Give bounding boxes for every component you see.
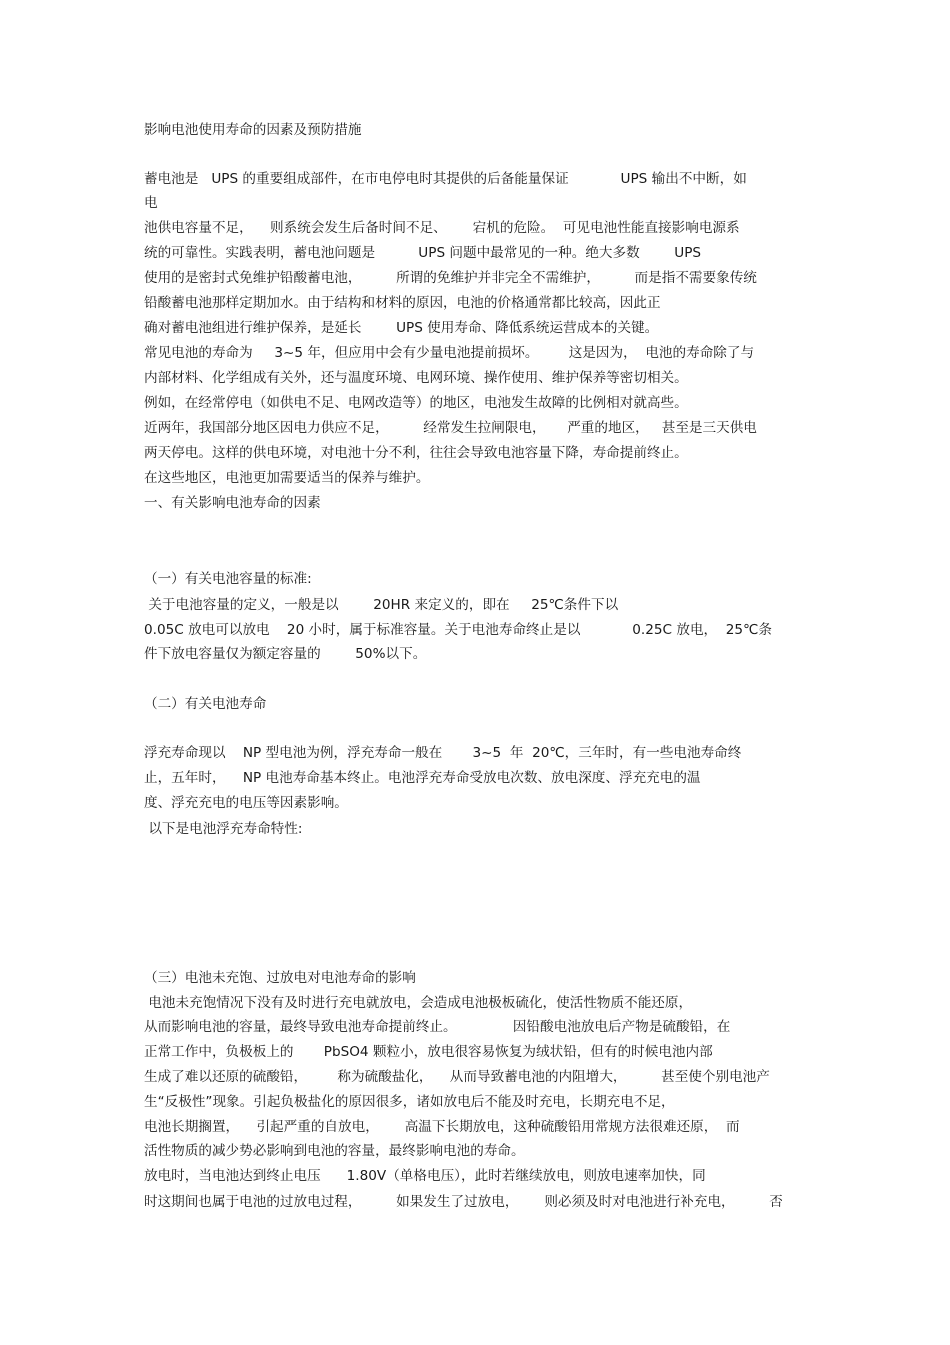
subsection-heading: （二）有关电池寿命: [144, 696, 267, 712]
text-line: 在这些地区，电池更加需要适当的保养与维护。: [144, 470, 430, 486]
text-line: 度、浮充充电的电压等因素影响。: [144, 795, 348, 811]
text-line: 生成了难以还原的硫酸铅， 称为硫酸盐化， 从而导致蓄电池的内阻增大， 甚至使个别电池产: [144, 1069, 770, 1085]
text-line: 常见电池的寿命为 3~5 年，但应用中会有少量电池提前损坏。 这是因为， 电池的寿命除了与: [144, 345, 755, 361]
text-line: 放电时，当电池达到终止电压 1.80V（单格电压），此时若继续放电，则放电速率加快，同: [144, 1168, 706, 1184]
document-title: 影响电池使用寿命的因素及预防措施: [144, 122, 362, 138]
subsection-heading: （三）电池未充饱、过放电对电池寿命的影响: [144, 970, 416, 986]
text-line: 使用的是密封式免维护铅酸蓄电池， 所谓的免维护并非完全不需维护， 而是指不需要象传统: [144, 270, 757, 286]
section-heading: 一、有关影响电池寿命的因素: [144, 495, 321, 511]
text-line: 近两年，我国部分地区因电力供应不足， 经常发生拉闸限电， 严重的地区， 甚至是三天供电: [144, 420, 757, 436]
text-line: 浮充寿命现以 NP 型电池为例，浮充寿命一般在 3~5 年 20℃，三年时，有一些电池寿命终: [144, 745, 742, 761]
text-line: 关于电池容量的定义，一般是以 20HR 来定义的，即在 25℃条件下以: [144, 597, 619, 613]
text-line: 例如，在经常停电（如供电不足、电网改造等）的地区，电池发生故障的比例相对就高些。: [144, 395, 688, 411]
text-line: 正常工作中，负极板上的 PbSO4 颗粒小，放电很容易恢复为绒状铅，但有的时候电池内部: [144, 1044, 713, 1060]
text-line: 活性物质的减少势必影响到电池的容量，最终影响电池的寿命。: [144, 1143, 525, 1159]
text-line: 以下是电池浮充寿命特性:: [144, 821, 303, 837]
text-line: 电池长期搁置， 引起严重的自放电， 高温下长期放电，这种硫酸铅用常规方法很难还原， 而: [144, 1119, 740, 1135]
text-line: 内部材料、化学组成有关外，还与温度环境、电网环境、操作使用、维护保养等密切相关。: [144, 370, 688, 386]
text-line: 确对蓄电池组进行维护保养，是延长 UPS 使用寿命、降低系统运营成本的关键。: [144, 320, 659, 336]
text-line: 电: [144, 195, 158, 211]
text-line: 0.05C 放电可以放电 20 小时，属于标准容量。关于电池寿命终止是以 0.25C 放电， 25℃条: [144, 622, 772, 638]
text-line: 铅酸蓄电池那样定期加水。由于结构和材料的原因，电池的价格通常都比较高，因此正: [144, 295, 661, 311]
text-line: 电池未充饱情况下没有及时进行充电就放电，会造成电池极板硫化，使活性物质不能还原，: [144, 995, 693, 1011]
text-line: 从而影响电池的容量，最终导致电池寿命提前终止。 因铅酸电池放电后产物是硫酸铅，在: [144, 1019, 731, 1035]
text-line: 时这期间也属于电池的过放电过程， 如果发生了过放电， 则必须及时对电池进行补充电， 否: [144, 1194, 783, 1210]
text-line: 两天停电。这样的供电环境，对电池十分不利，往往会导致电池容量下降，寿命提前终止。: [144, 445, 688, 461]
text-line: 池供电容量不足， 则系统会发生后备时间不足、 宕机的危险。 可见电池性能直接影响电源系: [144, 220, 740, 236]
text-line: 蓄电池是 UPS 的重要组成部件，在市电停电时其提供的后备能量保证 UPS 输出不中断，如: [144, 171, 747, 187]
subsection-heading: （一）有关电池容量的标准:: [144, 571, 312, 587]
text-line: 统的可靠性。实践表明，蓄电池问题是 UPS 问题中最常见的一种。绝大多数 UPS: [144, 245, 702, 261]
text-line: 生“反极性”现象。引起负极盐化的原因很多，诸如放电后不能及时充电，长期充电不足，: [144, 1094, 675, 1110]
text-line: 止，五年时， NP 电池寿命基本终止。电池浮充寿命受放电次数、放电深度、浮充充电的温: [144, 770, 701, 786]
text-line: 件下放电容量仅为额定容量的 50%以下。: [144, 646, 427, 662]
